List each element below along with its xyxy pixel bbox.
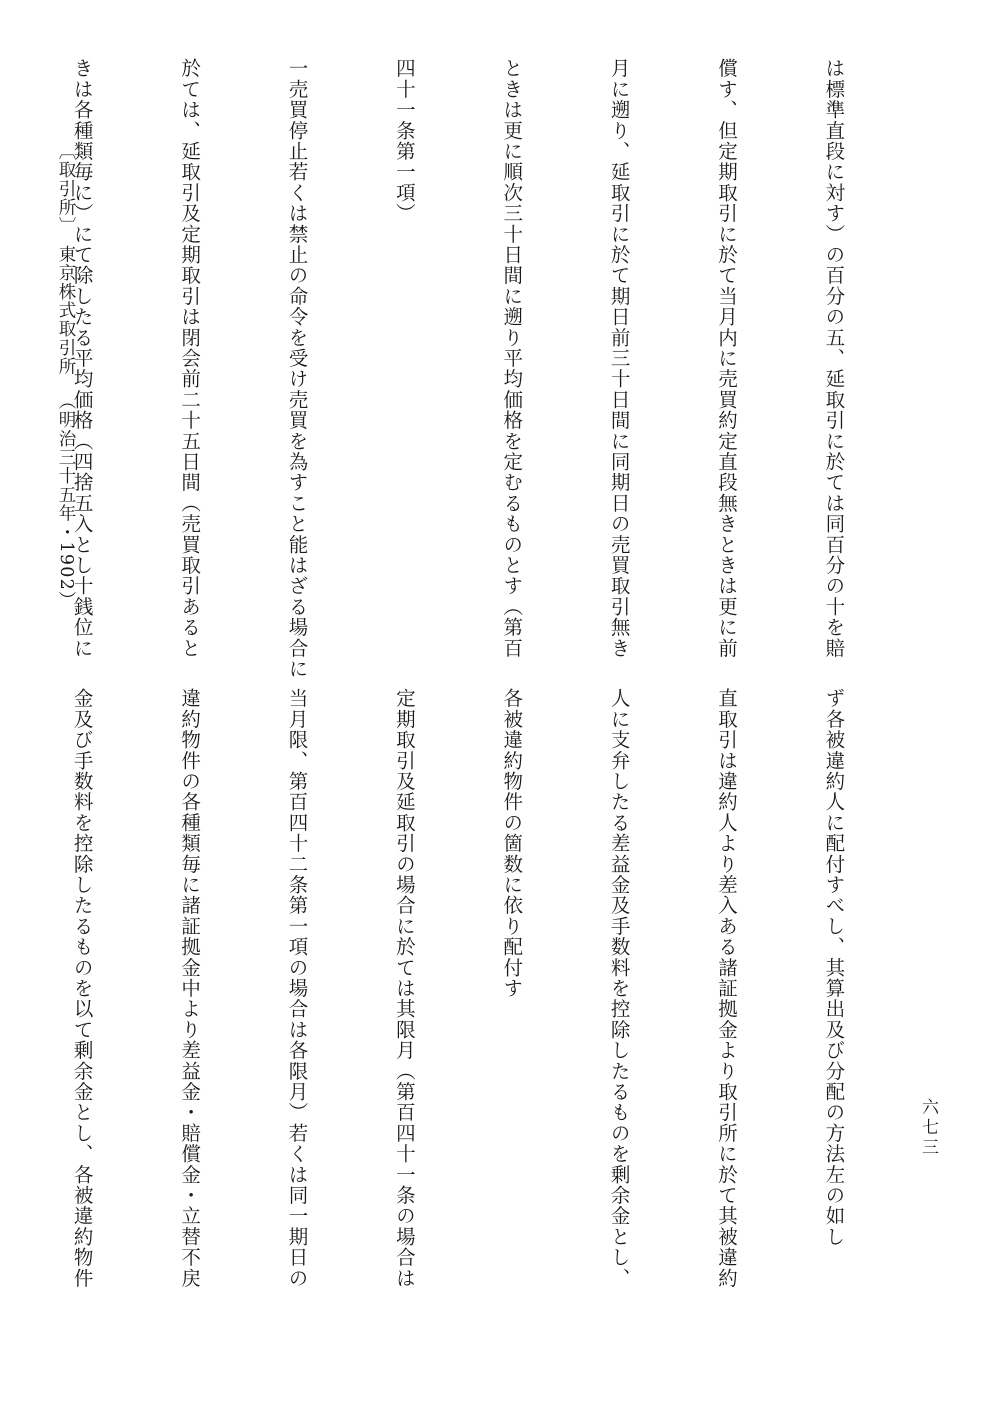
lower-line: ず各被違約人に配付すべし、其算出及び分配の方法左の如し xyxy=(822,688,846,1247)
lower-line: 違約物件の各種類毎に諸証拠金中より差益金・賠償金・立替不戻 xyxy=(178,688,202,1289)
source-year: （明治三十五年・1902） xyxy=(56,392,76,610)
upper-line: は標準直段に対す）の百分の五、延取引に於ては同百分の十を賠 xyxy=(822,58,846,659)
upper-text-block xyxy=(70,58,923,679)
lower-line: 金及び手数料を控除したるものを以て剰余金とし、各被違約物件 xyxy=(70,688,94,1289)
page-number: 六七三 xyxy=(918,1098,938,1158)
upper-line: 償す、但定期取引に於て当月内に売買約定直段無きときは更に前 xyxy=(715,58,739,659)
lower-line: 当月限、第百四十二条第一項の場合は各限月）若くは同一期日の xyxy=(285,688,309,1289)
lower-line: 各被違約物件の箇数に依り配付す xyxy=(500,688,524,999)
lower-line: 直取引は違約人より差入ある諸証拠金より取引所に於て其被違約 xyxy=(715,688,739,1289)
upper-line: きは各種類毎に）にて除したる平均価格（四捨五入とし十銭位に xyxy=(70,58,94,659)
upper-line: ときは更に順次三十日間に遡り平均価格を定むるものとす（第百 xyxy=(500,58,524,659)
section-label: 〔取引所〕 xyxy=(56,142,76,236)
upper-line: 四十一条第一項） xyxy=(392,58,416,224)
upper-line: 月に遡り、延取引に於て期日前三十日間に同期日の売買取引無き xyxy=(607,58,631,659)
lower-text-block xyxy=(70,688,923,1289)
lower-line: 人に支弁したる差益金及手数料を控除したるものを剰余金とし、 xyxy=(607,688,631,1289)
lower-line: 定期取引及延取引の場合に於ては其限月（第百四十一条の場合は xyxy=(392,688,416,1289)
upper-line: 於ては、延取引及定期取引は閉会前二十五日間（売買取引あると xyxy=(178,58,202,659)
upper-line: 一売買停止若くは禁止の命令を受け売買を為すこと能はざる場合に xyxy=(285,58,309,679)
source-name: 東京株式取引所 xyxy=(56,245,76,376)
